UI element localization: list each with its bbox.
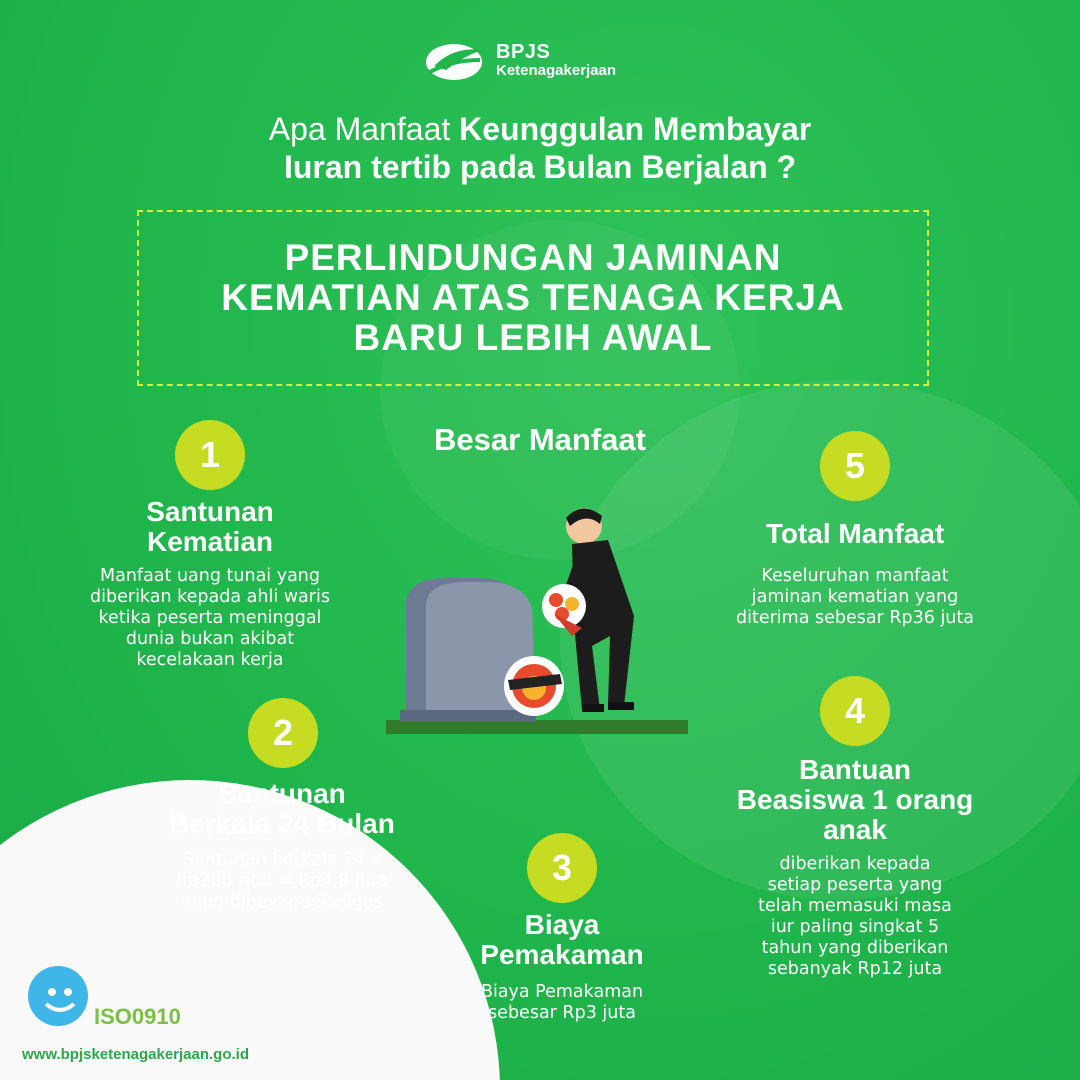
flower-wreath-icon bbox=[504, 656, 564, 716]
item-desc-line: ketika peserta meninggal bbox=[98, 608, 322, 628]
item-desc-line: kecelakaan kerja bbox=[136, 650, 284, 670]
ground-icon bbox=[386, 720, 688, 734]
brand-name: BPJS bbox=[496, 40, 551, 63]
item-title-total-manfaat bbox=[700, 519, 1010, 549]
item-desc-santunan-berkala bbox=[120, 850, 444, 913]
item-desc-line: Santunan berkala 24 x bbox=[182, 850, 382, 870]
item-desc-line: jaminan kematian yang bbox=[751, 587, 959, 607]
item-desc-line: sebanyak Rp12 juta bbox=[767, 959, 943, 979]
item-number-badge: 2 bbox=[248, 698, 318, 768]
item-desc-bantuan-beasiswa bbox=[700, 854, 1010, 980]
item-desc-line: diberikan kepada bbox=[779, 854, 931, 874]
bpjs-leaf-icon bbox=[424, 36, 490, 84]
item-desc-line: iur paling singkat 5 bbox=[770, 917, 940, 937]
iso-certification-logo bbox=[16, 958, 196, 1038]
item-number-badge: 4 bbox=[820, 676, 890, 746]
item-desc-line: setiap peserta yang bbox=[767, 875, 943, 895]
item-desc-line: Rp200 ribu = Rp4,8 juta bbox=[175, 871, 389, 891]
headline bbox=[221, 238, 844, 358]
iso-label: ISO0910 bbox=[94, 1004, 181, 1029]
item-title-bantuan-beasiswa bbox=[690, 755, 1020, 845]
funeral-illustration bbox=[386, 496, 696, 740]
section-title: Besar Manfaat bbox=[434, 422, 646, 457]
item-title-line: Total Manfaat bbox=[765, 518, 945, 549]
item-title-line: Bantuan bbox=[799, 754, 911, 785]
item-number-badge: 1 bbox=[175, 420, 245, 490]
item-desc-line: Manfaat uang tunai yang bbox=[100, 566, 320, 586]
item-desc-line: Biaya Pemakaman bbox=[480, 982, 644, 1002]
headline-line: BARU LEBIH AWAL bbox=[353, 317, 713, 358]
question-heading bbox=[90, 110, 990, 186]
item-title-santunan-berkala bbox=[120, 779, 444, 839]
item-title-line: Santunan bbox=[218, 778, 346, 809]
headline-dashed-box bbox=[137, 210, 929, 386]
item-desc-line: tahun yang diberikan bbox=[761, 938, 949, 958]
flower-bouquet-icon bbox=[542, 584, 586, 636]
item-desc-line: dunia bukan akibat bbox=[125, 629, 295, 649]
item-desc-santunan-kematian bbox=[30, 566, 390, 671]
item-title-biaya-pemakaman bbox=[430, 910, 694, 970]
item-desc-line: diterima sebesar Rp36 juta bbox=[736, 608, 974, 628]
website-url: www.bpjsketenagakerjaan.go.id bbox=[22, 1046, 250, 1063]
item-title-line: Santunan bbox=[146, 496, 274, 527]
item-desc-line: Keseluruhan manfaat bbox=[761, 566, 949, 586]
item-desc-biaya-pemakaman bbox=[430, 982, 694, 1024]
question-light-text: Apa Manfaat bbox=[268, 111, 460, 147]
headline-line: PERLINDUNGAN JAMINAN bbox=[284, 237, 782, 278]
item-number-badge: 5 bbox=[820, 431, 890, 501]
item-desc-line: yang dibayar sekaligus bbox=[181, 892, 383, 912]
item-title-santunan-kematian bbox=[60, 497, 360, 557]
item-title-line: Biaya bbox=[524, 909, 600, 940]
item-desc-line: diberikan kepada ahli waris bbox=[90, 587, 330, 607]
headline-line: KEMATIAN ATAS TENAGA KERJA bbox=[221, 277, 845, 318]
item-desc-line: sebesar Rp3 juta bbox=[488, 1003, 636, 1023]
item-number-badge: 3 bbox=[527, 833, 597, 903]
item-title-line: Pemakaman bbox=[480, 939, 644, 970]
item-desc-total-manfaat bbox=[680, 566, 1030, 629]
bpjs-logo bbox=[424, 36, 616, 84]
brand-subname: Ketenagakerjaan bbox=[496, 61, 617, 79]
item-title-line: Kematian bbox=[146, 526, 274, 557]
question-line2: Iuran tertib pada Bulan Berjalan ? bbox=[283, 149, 797, 185]
item-desc-line: telah memasuki masa bbox=[758, 896, 952, 916]
item-title-line: Beasiswa 1 orang bbox=[736, 784, 974, 815]
item-title-line: anak bbox=[823, 814, 887, 845]
question-bold-text: Keunggulan Membayar bbox=[459, 111, 812, 147]
item-title-line: Berkala 24 Bulan bbox=[169, 808, 395, 839]
